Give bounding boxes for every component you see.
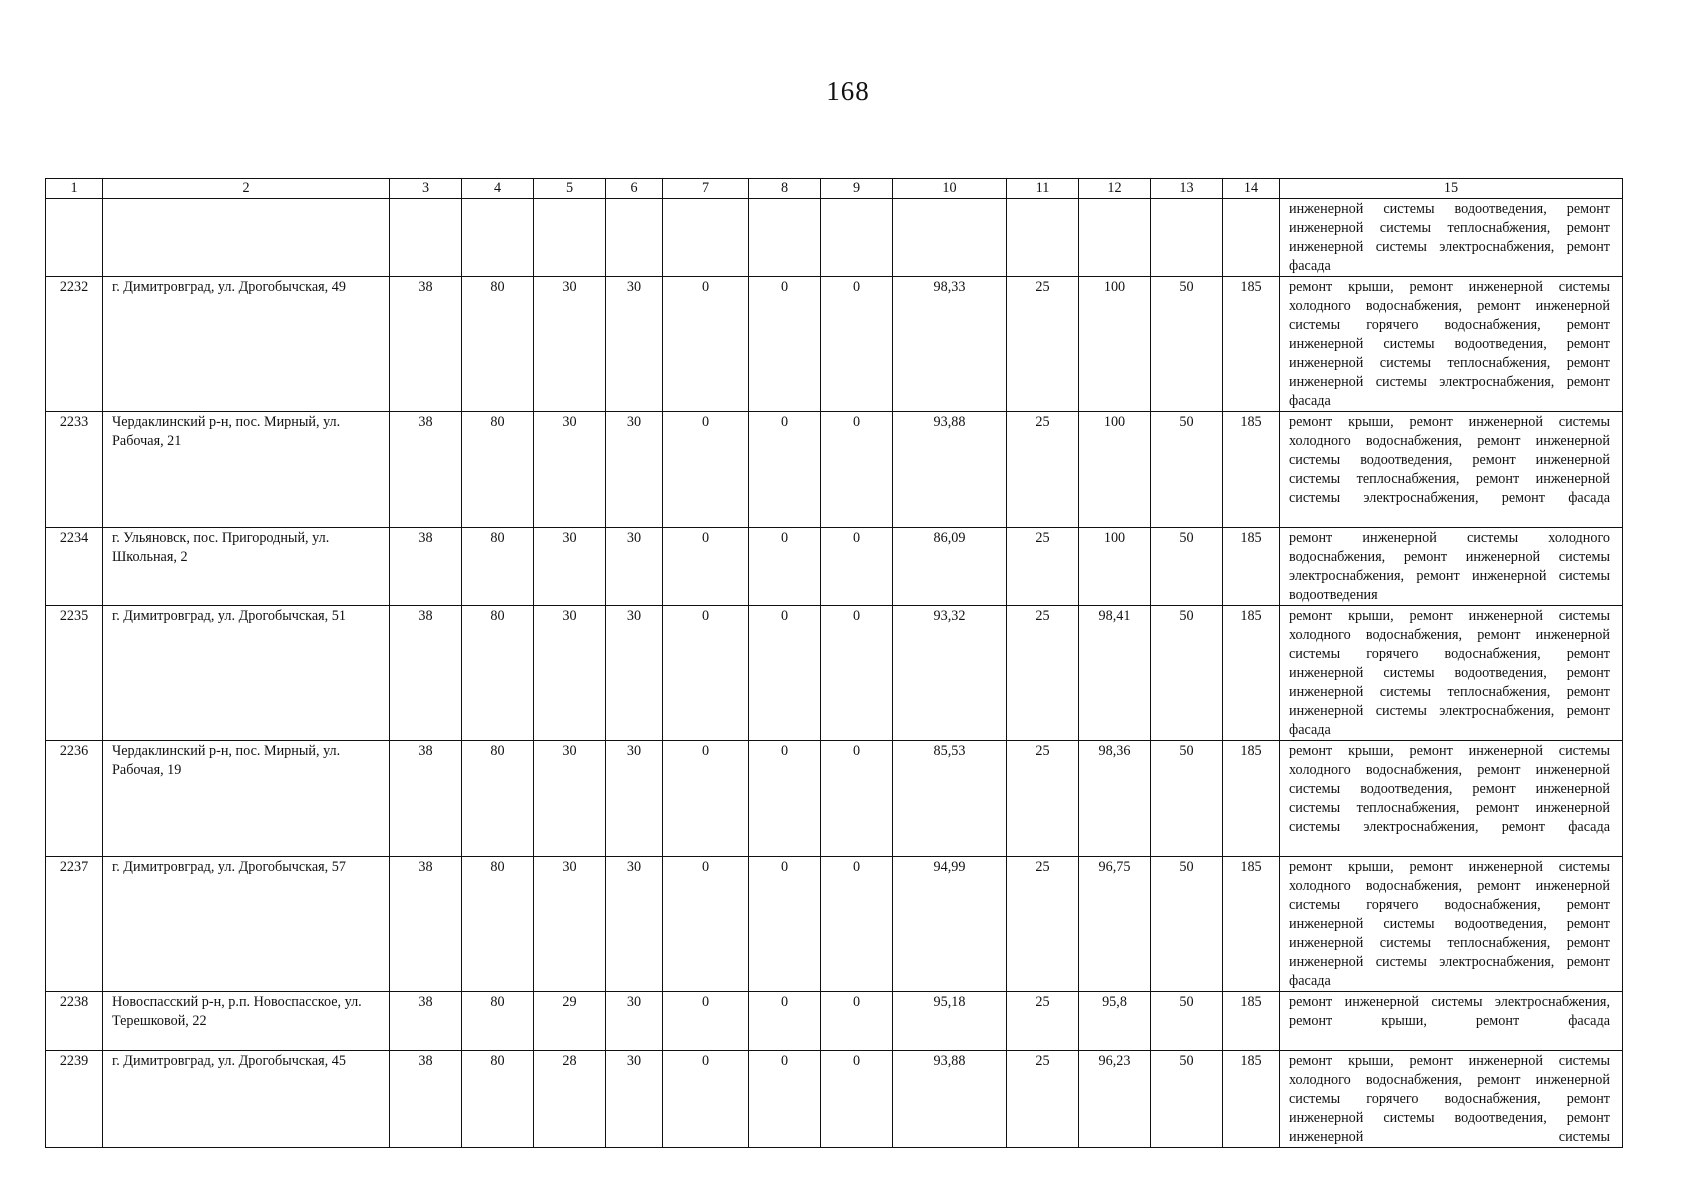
value-cell: 185	[1223, 528, 1280, 606]
value-cell: 25	[1007, 741, 1079, 857]
value-cell: 30	[534, 606, 606, 741]
table-row	[46, 992, 1623, 1051]
value-cell: 0	[663, 857, 749, 992]
value-cell: 100	[1079, 277, 1151, 412]
row-number-cell: 2237	[46, 857, 103, 992]
data-table	[45, 178, 1623, 1148]
value-cell: 94,99	[893, 857, 1007, 992]
column-header: 10	[893, 179, 1007, 199]
table-cell	[534, 199, 606, 277]
value-cell: 30	[606, 528, 663, 606]
column-header: 13	[1151, 179, 1223, 199]
table-cell	[1007, 199, 1079, 277]
value-cell: 96,23	[1079, 1051, 1151, 1148]
row-number-cell: 2238	[46, 992, 103, 1051]
value-cell: 50	[1151, 277, 1223, 412]
value-cell: 30	[534, 741, 606, 857]
value-cell: 0	[749, 741, 821, 857]
value-cell: 0	[821, 992, 893, 1051]
value-cell: 80	[462, 857, 534, 992]
value-cell: 30	[606, 992, 663, 1051]
value-cell: 25	[1007, 528, 1079, 606]
value-cell: 98,36	[1079, 741, 1151, 857]
value-cell: 0	[749, 277, 821, 412]
address-cell: г. Димитровград, ул. Дрогобычская, 51	[103, 606, 390, 741]
value-cell: 86,09	[893, 528, 1007, 606]
value-cell: 185	[1223, 992, 1280, 1051]
value-cell: 80	[462, 1051, 534, 1148]
column-header: 11	[1007, 179, 1079, 199]
value-cell: 85,53	[893, 741, 1007, 857]
value-cell: 0	[663, 741, 749, 857]
value-cell: 0	[821, 857, 893, 992]
continuation-row	[46, 199, 1623, 277]
value-cell: 38	[390, 992, 462, 1051]
value-cell: 0	[663, 606, 749, 741]
value-cell: 96,75	[1079, 857, 1151, 992]
value-cell: 38	[390, 528, 462, 606]
works-cell: ремонт крыши, ремонт инженерной системы холодного водоснабжения, ремонт инженерной системы горячего водоснабжения, ремонт инженерной системы водоотведения, ремонт инженерной системы теплоснабжения, ремонт инженерной системы электроснабжения, ремонт фасада	[1280, 857, 1623, 992]
address-cell: Новоспасский р-н, р.п. Новоспасское, ул. Терешковой, 22	[103, 992, 390, 1051]
value-cell: 185	[1223, 412, 1280, 528]
value-cell: 25	[1007, 606, 1079, 741]
value-cell: 0	[663, 528, 749, 606]
address-cell: г. Ульяновск, пос. Пригородный, ул. Школьная, 2	[103, 528, 390, 606]
value-cell: 30	[534, 412, 606, 528]
table-cell	[749, 199, 821, 277]
row-number-cell: 2233	[46, 412, 103, 528]
value-cell: 185	[1223, 606, 1280, 741]
value-cell: 30	[606, 412, 663, 528]
row-number-cell: 2239	[46, 1051, 103, 1148]
column-header: 2	[103, 179, 390, 199]
column-header: 5	[534, 179, 606, 199]
header-row	[46, 179, 1623, 199]
value-cell: 0	[821, 412, 893, 528]
works-cell: инженерной системы водоотведения, ремонт инженерной системы теплоснабжения, ремонт инженерной системы электроснабжения, ремонт фасада	[1280, 199, 1623, 277]
table-cell	[390, 199, 462, 277]
table-row	[46, 741, 1623, 857]
column-header: 12	[1079, 179, 1151, 199]
value-cell: 38	[390, 412, 462, 528]
value-cell: 30	[606, 277, 663, 412]
row-number-cell: 2234	[46, 528, 103, 606]
works-cell: ремонт крыши, ремонт инженерной системы холодного водоснабжения, ремонт инженерной системы горячего водоснабжения, ремонт инженерной системы водоотведения, ремонт инженерной системы теплоснабжения, ремонт инженерной системы электроснабжения, ремонт фасада	[1280, 606, 1623, 741]
value-cell: 38	[390, 741, 462, 857]
works-cell: ремонт крыши, ремонт инженерной системы холодного водоснабжения, ремонт инженерной системы горячего водоснабжения, ремонт инженерной системы водоотведения, ремонт инженерной системы теплоснабжения, ремонт инженерной системы электроснабжения, ремонт фасада	[1280, 277, 1623, 412]
value-cell: 30	[534, 528, 606, 606]
value-cell: 80	[462, 277, 534, 412]
value-cell: 80	[462, 741, 534, 857]
table-row	[46, 606, 1623, 741]
value-cell: 25	[1007, 277, 1079, 412]
address-cell: Чердаклинский р-н, пос. Мирный, ул. Рабочая, 19	[103, 741, 390, 857]
column-header: 3	[390, 179, 462, 199]
table-row	[46, 857, 1623, 992]
table-row	[46, 412, 1623, 528]
table-cell	[606, 199, 663, 277]
value-cell: 185	[1223, 741, 1280, 857]
table-cell	[1079, 199, 1151, 277]
value-cell: 50	[1151, 992, 1223, 1051]
value-cell: 28	[534, 1051, 606, 1148]
value-cell: 80	[462, 606, 534, 741]
value-cell: 30	[534, 277, 606, 412]
value-cell: 100	[1079, 528, 1151, 606]
value-cell: 25	[1007, 992, 1079, 1051]
value-cell: 185	[1223, 277, 1280, 412]
column-header: 8	[749, 179, 821, 199]
value-cell: 0	[749, 528, 821, 606]
value-cell: 0	[749, 412, 821, 528]
value-cell: 95,18	[893, 992, 1007, 1051]
column-header: 6	[606, 179, 663, 199]
value-cell: 80	[462, 412, 534, 528]
value-cell: 0	[821, 606, 893, 741]
row-number-cell: 2232	[46, 277, 103, 412]
value-cell: 38	[390, 857, 462, 992]
value-cell: 50	[1151, 412, 1223, 528]
value-cell: 80	[462, 992, 534, 1051]
works-cell: ремонт крыши, ремонт инженерной системы холодного водоснабжения, ремонт инженерной системы водоотведения, ремонт инженерной системы теплоснабжения, ремонт инженерной системы электроснабжения, ремонт фасада	[1280, 412, 1623, 528]
works-cell: ремонт крыши, ремонт инженерной системы холодного водоснабжения, ремонт инженерной системы горячего водоснабжения, ремонт инженерной системы водоотведения, ремонт инженерной системы	[1280, 1051, 1623, 1148]
value-cell: 0	[663, 412, 749, 528]
value-cell: 0	[749, 1051, 821, 1148]
address-cell: г. Димитровград, ул. Дрогобычская, 57	[103, 857, 390, 992]
value-cell: 0	[821, 1051, 893, 1148]
value-cell: 98,33	[893, 277, 1007, 412]
value-cell: 30	[606, 606, 663, 741]
value-cell: 50	[1151, 528, 1223, 606]
value-cell: 50	[1151, 1051, 1223, 1148]
value-cell: 93,32	[893, 606, 1007, 741]
works-cell: ремонт инженерной системы холодного водоснабжения, ремонт инженерной системы электроснабжения, ремонт инженерной системы водоотведения	[1280, 528, 1623, 606]
column-header: 1	[46, 179, 103, 199]
value-cell: 0	[663, 277, 749, 412]
value-cell: 98,41	[1079, 606, 1151, 741]
value-cell: 0	[663, 1051, 749, 1148]
page-number: 168	[826, 76, 870, 106]
value-cell: 0	[821, 741, 893, 857]
column-header: 4	[462, 179, 534, 199]
value-cell: 50	[1151, 857, 1223, 992]
value-cell: 29	[534, 992, 606, 1051]
table-cell	[103, 199, 390, 277]
value-cell: 30	[606, 741, 663, 857]
value-cell: 93,88	[893, 412, 1007, 528]
value-cell: 38	[390, 1051, 462, 1148]
value-cell: 100	[1079, 412, 1151, 528]
table-row	[46, 528, 1623, 606]
address-cell: Чердаклинский р-н, пос. Мирный, ул. Рабочая, 21	[103, 412, 390, 528]
value-cell: 93,88	[893, 1051, 1007, 1148]
table-cell	[821, 199, 893, 277]
address-cell: г. Димитровград, ул. Дрогобычская, 45	[103, 1051, 390, 1148]
column-header: 9	[821, 179, 893, 199]
table-cell	[1223, 199, 1280, 277]
value-cell: 50	[1151, 741, 1223, 857]
value-cell: 0	[749, 857, 821, 992]
table-cell	[663, 199, 749, 277]
value-cell: 50	[1151, 606, 1223, 741]
table-cell	[46, 199, 103, 277]
value-cell: 25	[1007, 1051, 1079, 1148]
table-cell	[462, 199, 534, 277]
works-cell: ремонт инженерной системы электроснабжения, ремонт крыши, ремонт фасада	[1280, 992, 1623, 1051]
row-number-cell: 2236	[46, 741, 103, 857]
value-cell: 38	[390, 277, 462, 412]
value-cell: 0	[821, 277, 893, 412]
value-cell: 25	[1007, 412, 1079, 528]
row-number-cell: 2235	[46, 606, 103, 741]
table-row	[46, 277, 1623, 412]
value-cell: 38	[390, 606, 462, 741]
table-row	[46, 1051, 1623, 1148]
column-header: 15	[1280, 179, 1623, 199]
value-cell: 0	[663, 992, 749, 1051]
address-cell: г. Димитровград, ул. Дрогобычская, 49	[103, 277, 390, 412]
value-cell: 30	[606, 857, 663, 992]
value-cell: 25	[1007, 857, 1079, 992]
column-header: 14	[1223, 179, 1280, 199]
value-cell: 185	[1223, 1051, 1280, 1148]
value-cell: 30	[606, 1051, 663, 1148]
value-cell: 185	[1223, 857, 1280, 992]
column-header: 7	[663, 179, 749, 199]
value-cell: 80	[462, 528, 534, 606]
value-cell: 0	[749, 606, 821, 741]
value-cell: 0	[821, 528, 893, 606]
table-cell	[893, 199, 1007, 277]
value-cell: 95,8	[1079, 992, 1151, 1051]
table-cell	[1151, 199, 1223, 277]
value-cell: 0	[749, 992, 821, 1051]
works-cell: ремонт крыши, ремонт инженерной системы холодного водоснабжения, ремонт инженерной системы водоотведения, ремонт инженерной системы теплоснабжения, ремонт инженерной системы электроснабжения, ремонт фасада	[1280, 741, 1623, 857]
value-cell: 30	[534, 857, 606, 992]
